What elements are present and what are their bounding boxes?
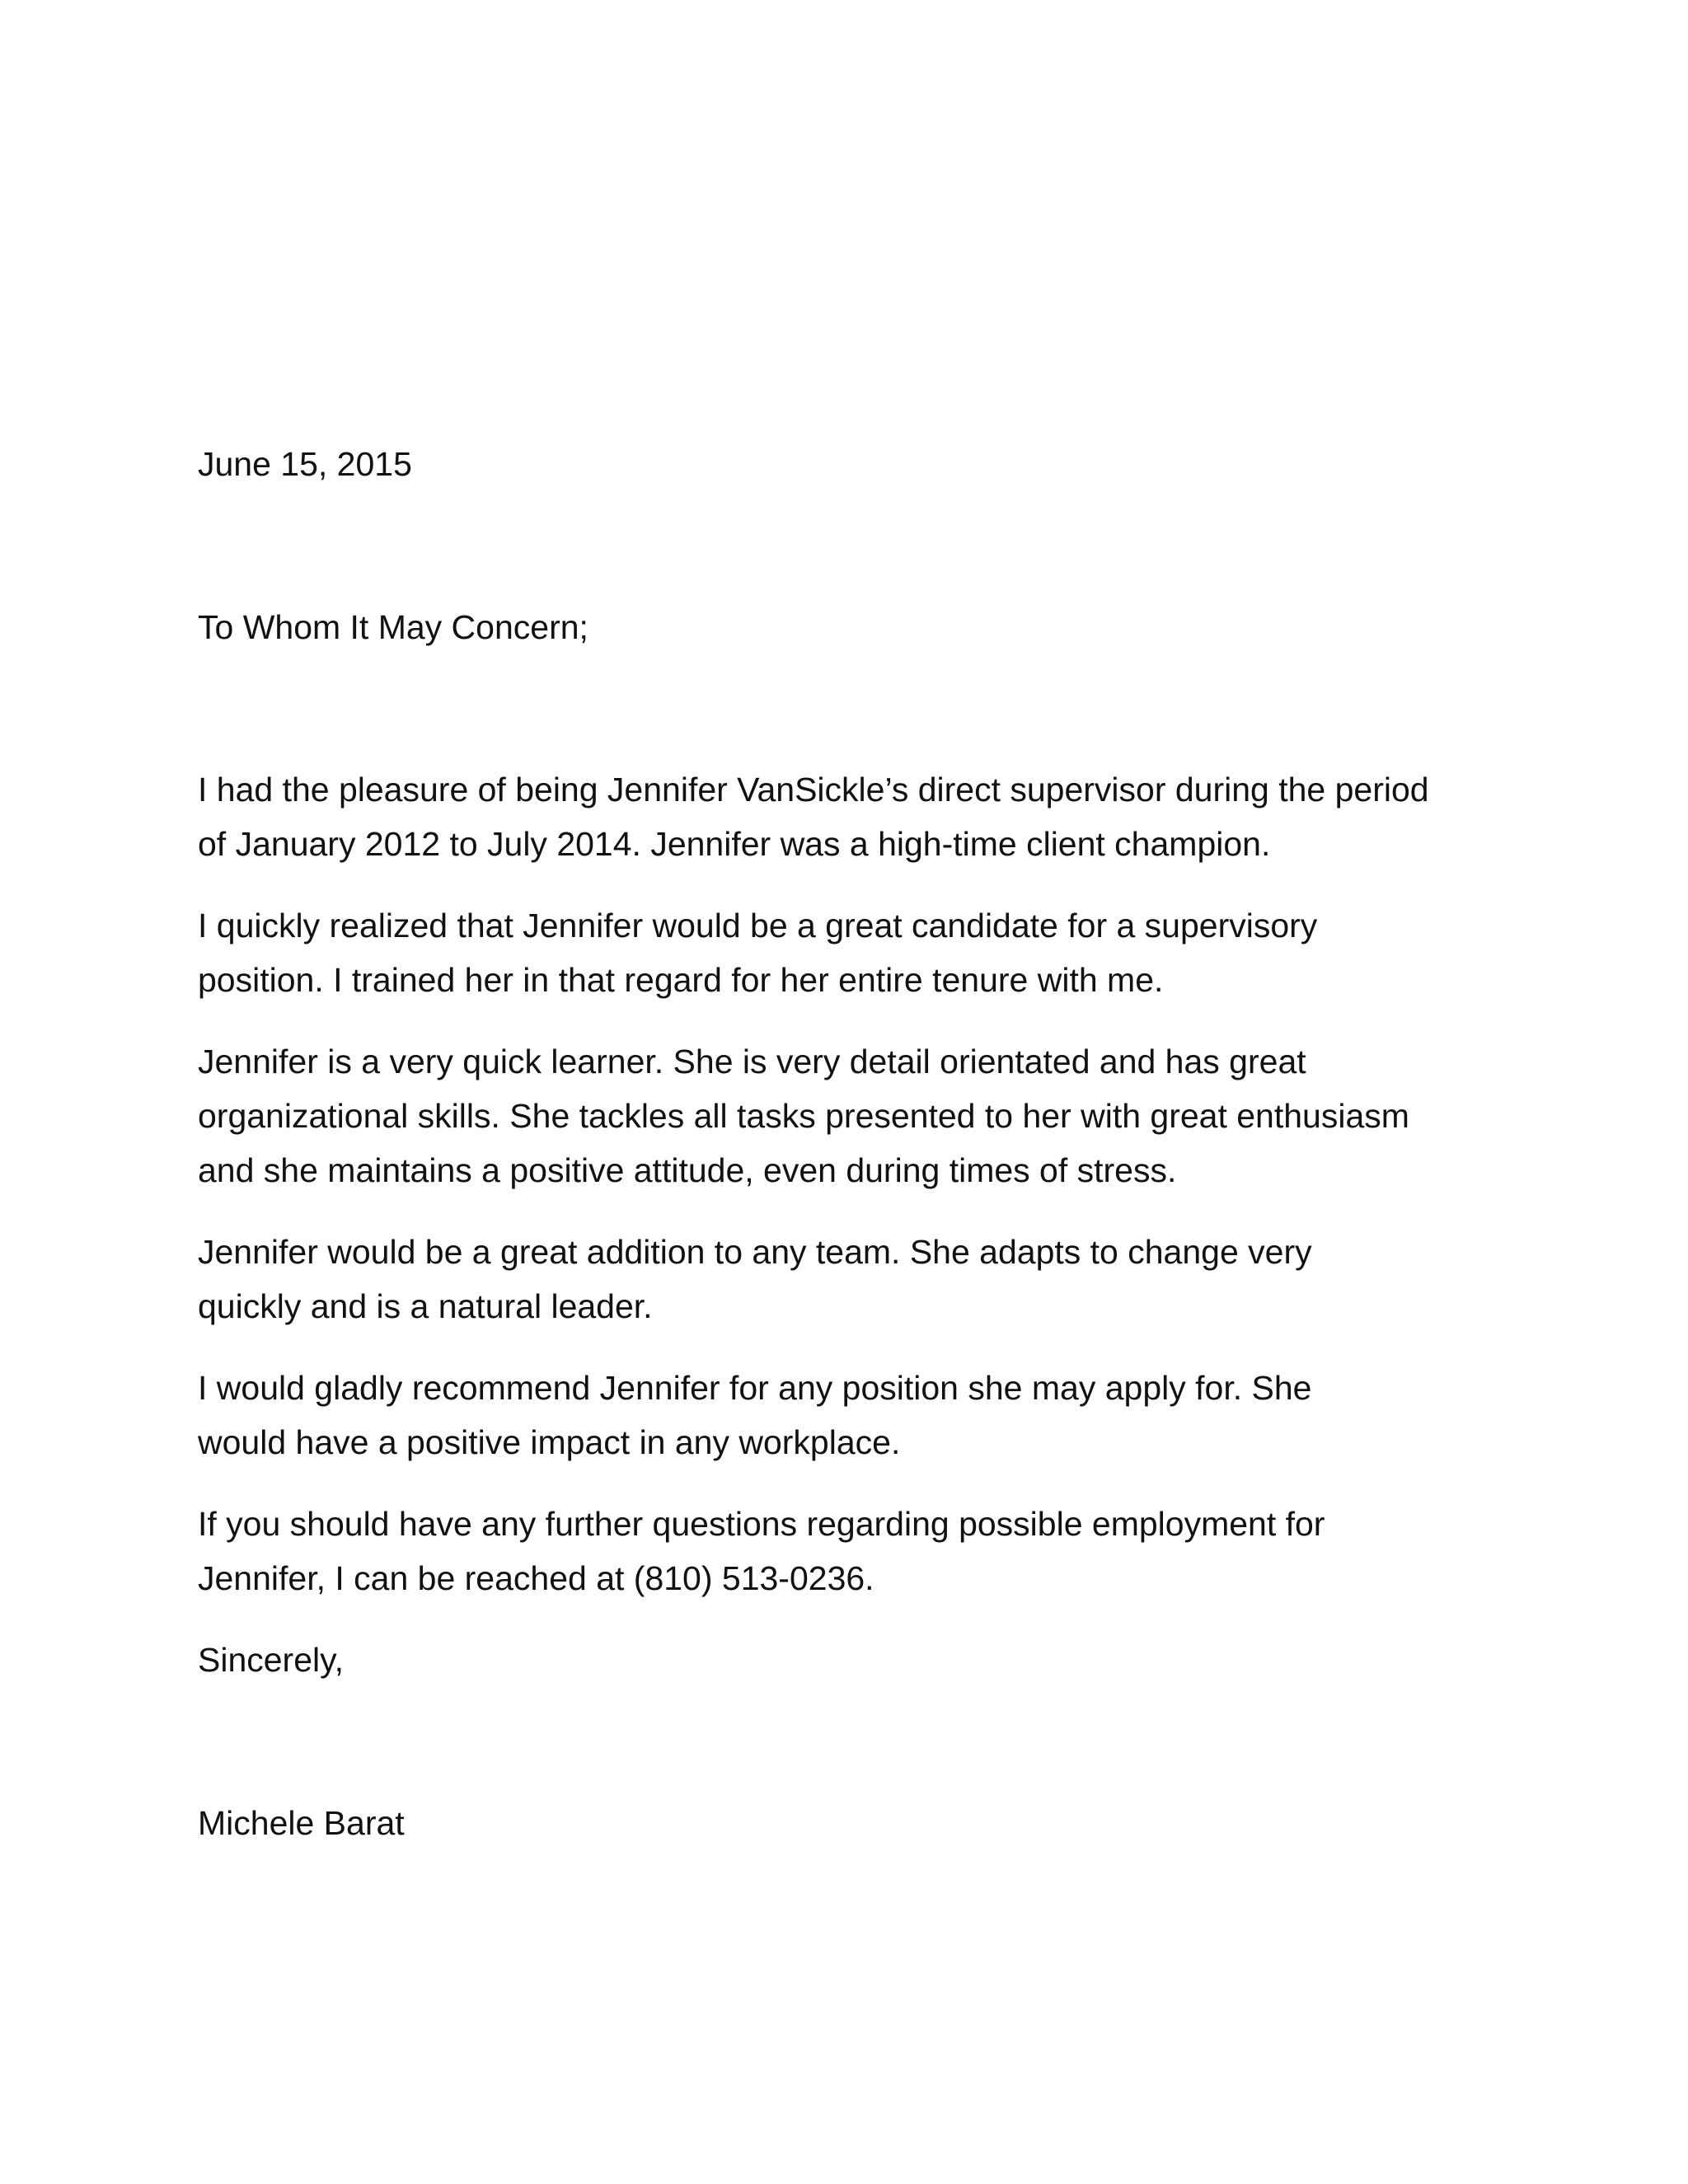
body-paragraph: Jennifer is a very quick learner. She is very detail orientated and has great organizational skills. She tackles all tasks presented to her with great enthusiasm and she maintains a positive attitude, even during times of stress. (198, 1043, 1409, 1189)
body-paragraph: I would gladly recommend Jennifer for any position she may apply for. She would have a positive impact in any workplace. (198, 1369, 1312, 1461)
signature-name: Michele Barat (198, 1804, 405, 1842)
letter-date: June 15, 2015 (198, 445, 412, 483)
salutation: To Whom It May Concern; (198, 608, 588, 646)
body-paragraph: I had the pleasure of being Jennifer VanSickle’s direct supervisor during the period of January 2012 to July 2014. Jennifer was a high-time client champion. (198, 771, 1429, 863)
body-paragraph: If you should have any further questions regarding possible employment for Jennifer, I can be reached at (810) 513-0236. (198, 1505, 1325, 1597)
body-paragraph: Jennifer would be a great addition to any team. She adapts to change very quickly and is a natural leader. (198, 1233, 1312, 1325)
body-paragraph: I quickly realized that Jennifer would be a great candidate for a supervisory position. I trained her in that regard for her entire tenure with me. (198, 907, 1318, 999)
closing: Sincerely, (198, 1641, 344, 1679)
